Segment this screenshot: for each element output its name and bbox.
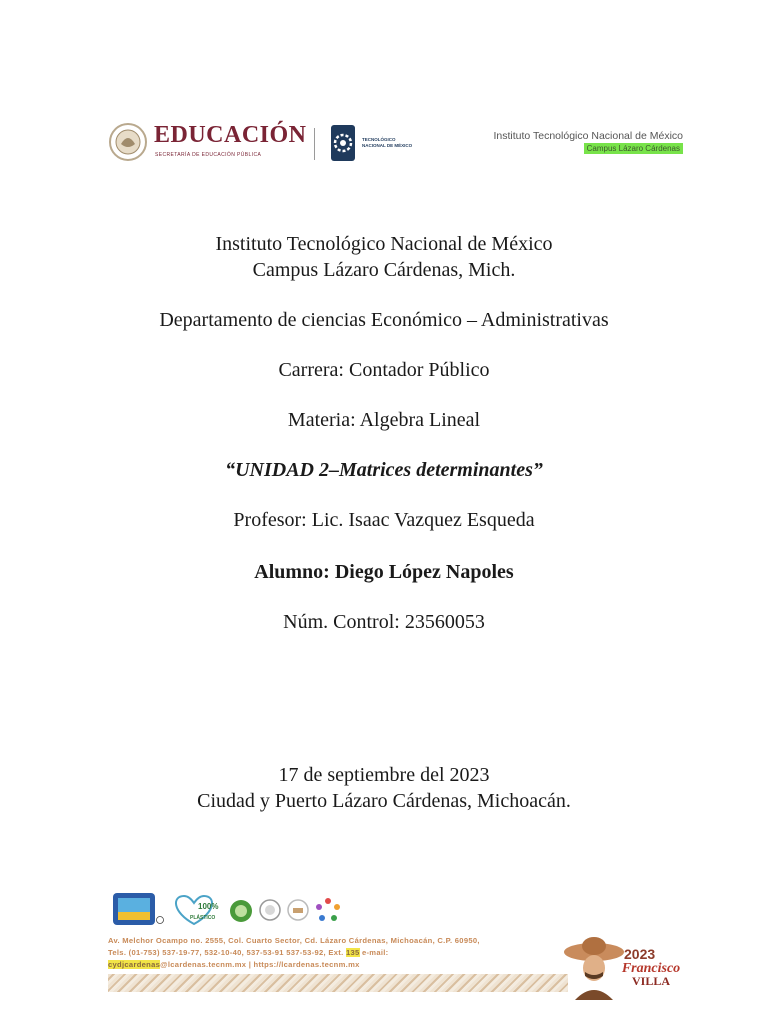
footer-contact (108, 960, 568, 969)
mexico-seal-icon (108, 122, 148, 162)
campus-highlight: Campus Lázaro Cárdenas (584, 143, 683, 154)
institution-name: Instituto Tecnológico Nacional de México (215, 233, 553, 255)
email-user-highlight[interactable]: cydjcardenas (108, 960, 161, 969)
institute-name-header: Instituto Tecnológico Nacional de México (493, 130, 683, 142)
footer-decorative-pattern (108, 974, 568, 992)
francisco-villa-portrait-icon (563, 934, 625, 1000)
website-link[interactable]: | https://lcardenas.tecnm.mx (248, 960, 360, 969)
quality-seal-icon (286, 898, 310, 922)
footer-address: Av. Melchor Ocampo no. 2555, Col. Cuarto Sector, Cd. Lázaro Cárdenas, Michoacán, C.P. 60950, (108, 936, 480, 945)
eco-seal-icon (228, 898, 254, 924)
email-domain[interactable]: @lcardenas.tecnm.mx (160, 960, 247, 969)
educacion-logo-title: EDUCACIÓN (154, 122, 307, 148)
extension-highlight: 135 (345, 948, 360, 957)
professor-line: Profesor: Lic. Isaac Vazquez Esqueda (233, 509, 535, 531)
place-line: Ciudad y Puerto Lázaro Cárdenas, Michoacán. (197, 790, 571, 812)
tecnm-logo-text: TECNOLÓGICO NACIONAL DE MÉXICO (362, 137, 413, 148)
svg-text:PLÁSTICO: PLÁSTICO (190, 915, 216, 921)
date-line: 17 de septiembre del 2023 (278, 764, 490, 786)
year-logo: 2023 (624, 946, 656, 962)
campus-name: Campus Lázaro Cárdenas, Mich. (252, 259, 516, 281)
department-name: Departamento de ciencias Económico – Administrativas (159, 309, 609, 331)
footer-phones: Tels. (01-753) 537-19-77, 532-10-40, 537-53-91 537-53-92, Ext. 135 e-mail: (108, 948, 389, 957)
certification-seal-icon (258, 898, 282, 922)
letterhead (108, 118, 683, 172)
student-line: Alumno: Diego López Napoles (254, 561, 514, 583)
document-title: “UNIDAD 2–Matrices determinantes” (225, 459, 543, 481)
control-number-line: Núm. Control: 23560053 (283, 611, 485, 633)
institution-badge-icon (112, 892, 156, 926)
header-divider (314, 128, 315, 160)
registered-mark-icon (156, 916, 164, 924)
francisco-villa-logo: Francisco VILLA (621, 961, 681, 988)
equity-seal-icon (314, 896, 342, 924)
career-line: Carrera: Contador Público (278, 359, 490, 381)
heart-plastic-free-icon (168, 892, 220, 928)
svg-text:100%: 100% (198, 902, 219, 911)
tecnm-gear-icon (328, 122, 358, 164)
educacion-logo-subtitle: SECRETARÍA DE EDUCACIÓN PÚBLICA (155, 152, 262, 158)
subject-line: Materia: Algebra Lineal (287, 409, 481, 431)
page-footer (108, 892, 688, 1002)
